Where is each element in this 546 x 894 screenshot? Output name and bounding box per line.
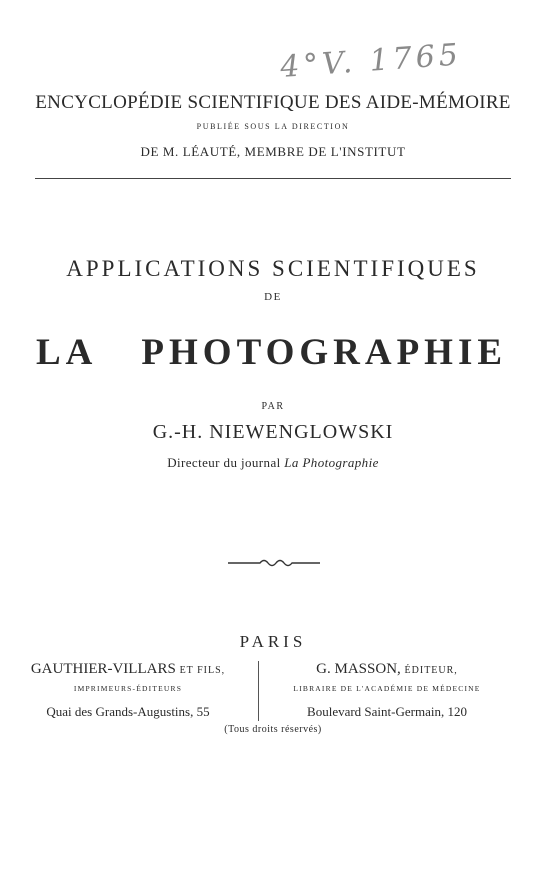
publisher-right-address: Boulevard Saint-Germain, 120 [307, 704, 467, 719]
title-word-photographie: PHOTOGRAPHIE [141, 332, 508, 373]
publisher-left-name-text: GAUTHIER-VILLARS [30, 661, 176, 677]
direction-line: DE M. LÉAUTÉ, MEMBRE DE L'INSTITUT [140, 144, 406, 159]
publisher-right-suffix: ÉDITEUR, [404, 665, 458, 676]
publisher-left-role: IMPRIMEURS-ÉDITEURS [73, 684, 183, 693]
imprint-divider [258, 661, 259, 721]
ornament-divider-icon [226, 555, 322, 569]
handwritten-shelfmark: 4°V. 1765 [279, 37, 463, 85]
header-rule [35, 178, 511, 179]
publisher-left-name [0, 661, 256, 678]
title-line-2 [36, 331, 507, 374]
title-line-1: APPLICATIONS SCIENTIFIQUES [66, 256, 480, 281]
publisher-left-suffix: ET FILS, [179, 665, 226, 676]
imprint-city: PARIS [239, 632, 307, 651]
title-word-la: LA [36, 332, 98, 373]
by-line: PAR [261, 401, 285, 412]
journal-name: La Photographie [284, 455, 379, 470]
publisher-left-address: Quai des Grands-Augustins, 55 [46, 704, 210, 719]
author-role [0, 455, 546, 471]
publisher-right-role: LIBRAIRE DE L'ACADÉMIE DE MÉDECINE [293, 684, 481, 693]
publisher-right-name-text: G. MASSON, [316, 661, 401, 677]
rights-notice: (Tous droits réservés) [224, 724, 322, 735]
author-role-prefix: Directeur du journal [167, 455, 281, 470]
title-connector: DE [264, 291, 282, 303]
author-name: G.-H. NIEWENGLOWSKI [152, 421, 394, 443]
publisher-right-name [262, 661, 512, 678]
series-title: ENCYCLOPÉDIE SCIENTIFIQUE DES AIDE-MÉMOIRE [35, 92, 511, 113]
published-under-line: PUBLIÉE SOUS LA DIRECTION [196, 122, 350, 131]
